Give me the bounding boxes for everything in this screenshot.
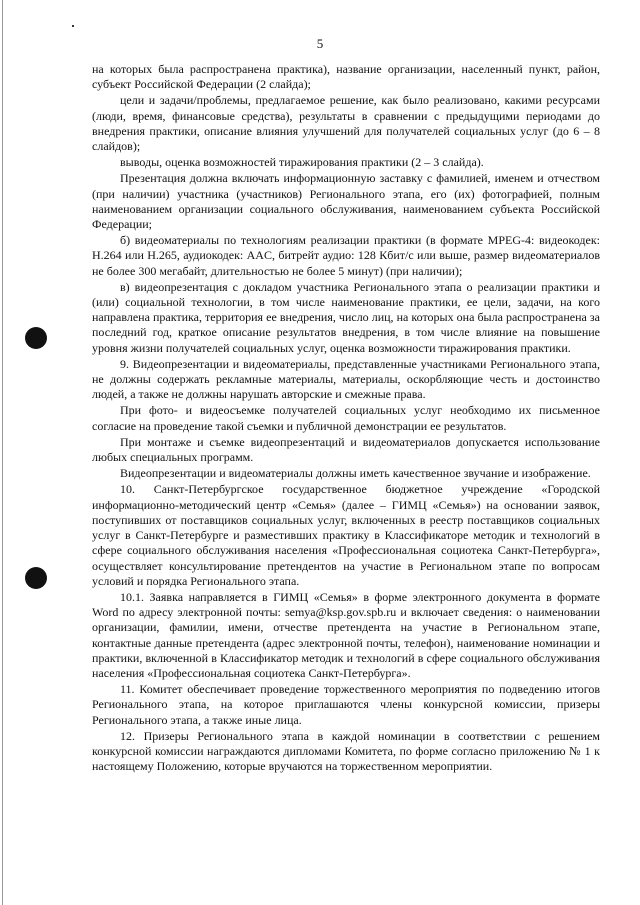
paragraph: цели и задачи/проблемы, предлагаемое решение, как было реализовано, какими ресурсами (люди, время, финансовые средства), результаты в сравнении с предыдущими периодами до внедрения практики, описание влияния улучшений для получателей социальных услуг (до 6 – 8 слайдов); <box>92 93 600 154</box>
paragraph: 9. Видеопрезентации и видеоматериалы, представленные участниками Регионального этапа, не должны содержать рекламные материалы, материалы, оскорбляющие честь и достоинство людей, а также не должны нарушать авторские и смежные права. <box>92 356 600 402</box>
paragraph: Видеопрезентации и видеоматериалы должны иметь качественное звучание и изображение. <box>120 466 591 481</box>
page-number: 5 <box>316 36 324 51</box>
paragraph: б) видеоматериалы по технологиям реализации практики (в формате MPEG-4: видеокодек: H.264 или H.265, аудиокодек: AAC, битрейт аудио: 128 Кбит/с или выше, размер видеоматериалов не более 300 мегабайт, длительностью не более 5 минут) (при наличии); <box>92 233 600 278</box>
paragraph: 10.1. Заявка направляется в ГИМЦ «Семья» в форме электронного документа в формате Word по адресу электронной почты: semya@ksp.gov.spb.ru и включает сведения: о наименовании организации, фамилии, имени, отчестве претендента на участие в Региональном этапе, контактные данные претендента (адрес электронной почты, телефон), наименование номинации и практики, включенной в Классификатор методик и технологий в сфере социального обслуживания населения «Профессиональная социотека Санкт-Петербурга». <box>92 589 600 680</box>
paragraph: 11. Комитет обеспечивает проведение торжественного мероприятия по подведению итогов Регионального этапа, на которое приглашаются члены конкурсной комиссии, призеры Регионального этапа, а также иные лица. <box>92 682 600 727</box>
paragraph: на которых была распространена практика), название организации, населенный пункт, район, субъект Российской Федерации (2 слайда); <box>92 62 600 92</box>
paragraph: При монтаже и съемке видеопрезентаций и видеоматериалов допускается использование любых специальных программ. <box>92 434 600 465</box>
paragraph: в) видеопрезентация с докладом участника Регионального этапа о реализации практики и (или) социальной технологии, в том числе наименование практики, ее цели, задачи, на кого направлена практика, территория ее внедрения, число лиц, на которых она была распространена за последний год, краткое описание результатов внедрения, в том числе влияние на повышение уровня жизни получателей социальных услуг, оценка возможности тиражирования практики. <box>92 279 600 355</box>
scan-margin-line <box>2 0 3 905</box>
paragraph: При фото- и видеосъемке получателей социальных услуг необходимо их письменное согласие на проведение такой съемки и публичной демонстрации ее результатов. <box>92 403 600 433</box>
punch-hole-icon <box>25 327 47 349</box>
paragraph: 12. Призеры Регионального этапа в каждой номинации в соответствии с решением конкурсной комиссии награждаются дипломами Комитета, по форме согласно приложению № 1 к настоящему Положению, которые вручаются на торжественном мероприятии. <box>92 728 600 774</box>
punch-hole-icon <box>25 567 47 589</box>
document-body <box>92 62 600 775</box>
paragraph: выводы, оценка возможностей тиражирования практики (2 – 3 слайда). <box>120 155 484 170</box>
paragraph: 10. Санкт-Петербургское государственное бюджетное учреждение «Городской информационно-методический центр «Семья» (далее – ГИМЦ «Семья») на основании заявок, поступивших от поставщиков социальных услуг, включенных в реестр поставщиков социальных услуг в Санкт-Петербурге и разместивших практику в Классификаторе методик и технологий в сфере социального обслуживания населения «Профессиональная социотека Санкт-Петербурга», осуществляет консультирование претендентов на участие в Региональном этапе по вопросам условий и порядка Регионального этапа. <box>92 482 600 588</box>
scan-speck <box>72 25 74 27</box>
paragraph: Презентация должна включать информационную заставку с фамилией, именем и отчеством (при наличии) участника (участников) Регионального этапа, его (их) фотографией, полным наименованием организации социального обслуживания, наименованием субъекта Российской Федерации; <box>92 171 600 232</box>
